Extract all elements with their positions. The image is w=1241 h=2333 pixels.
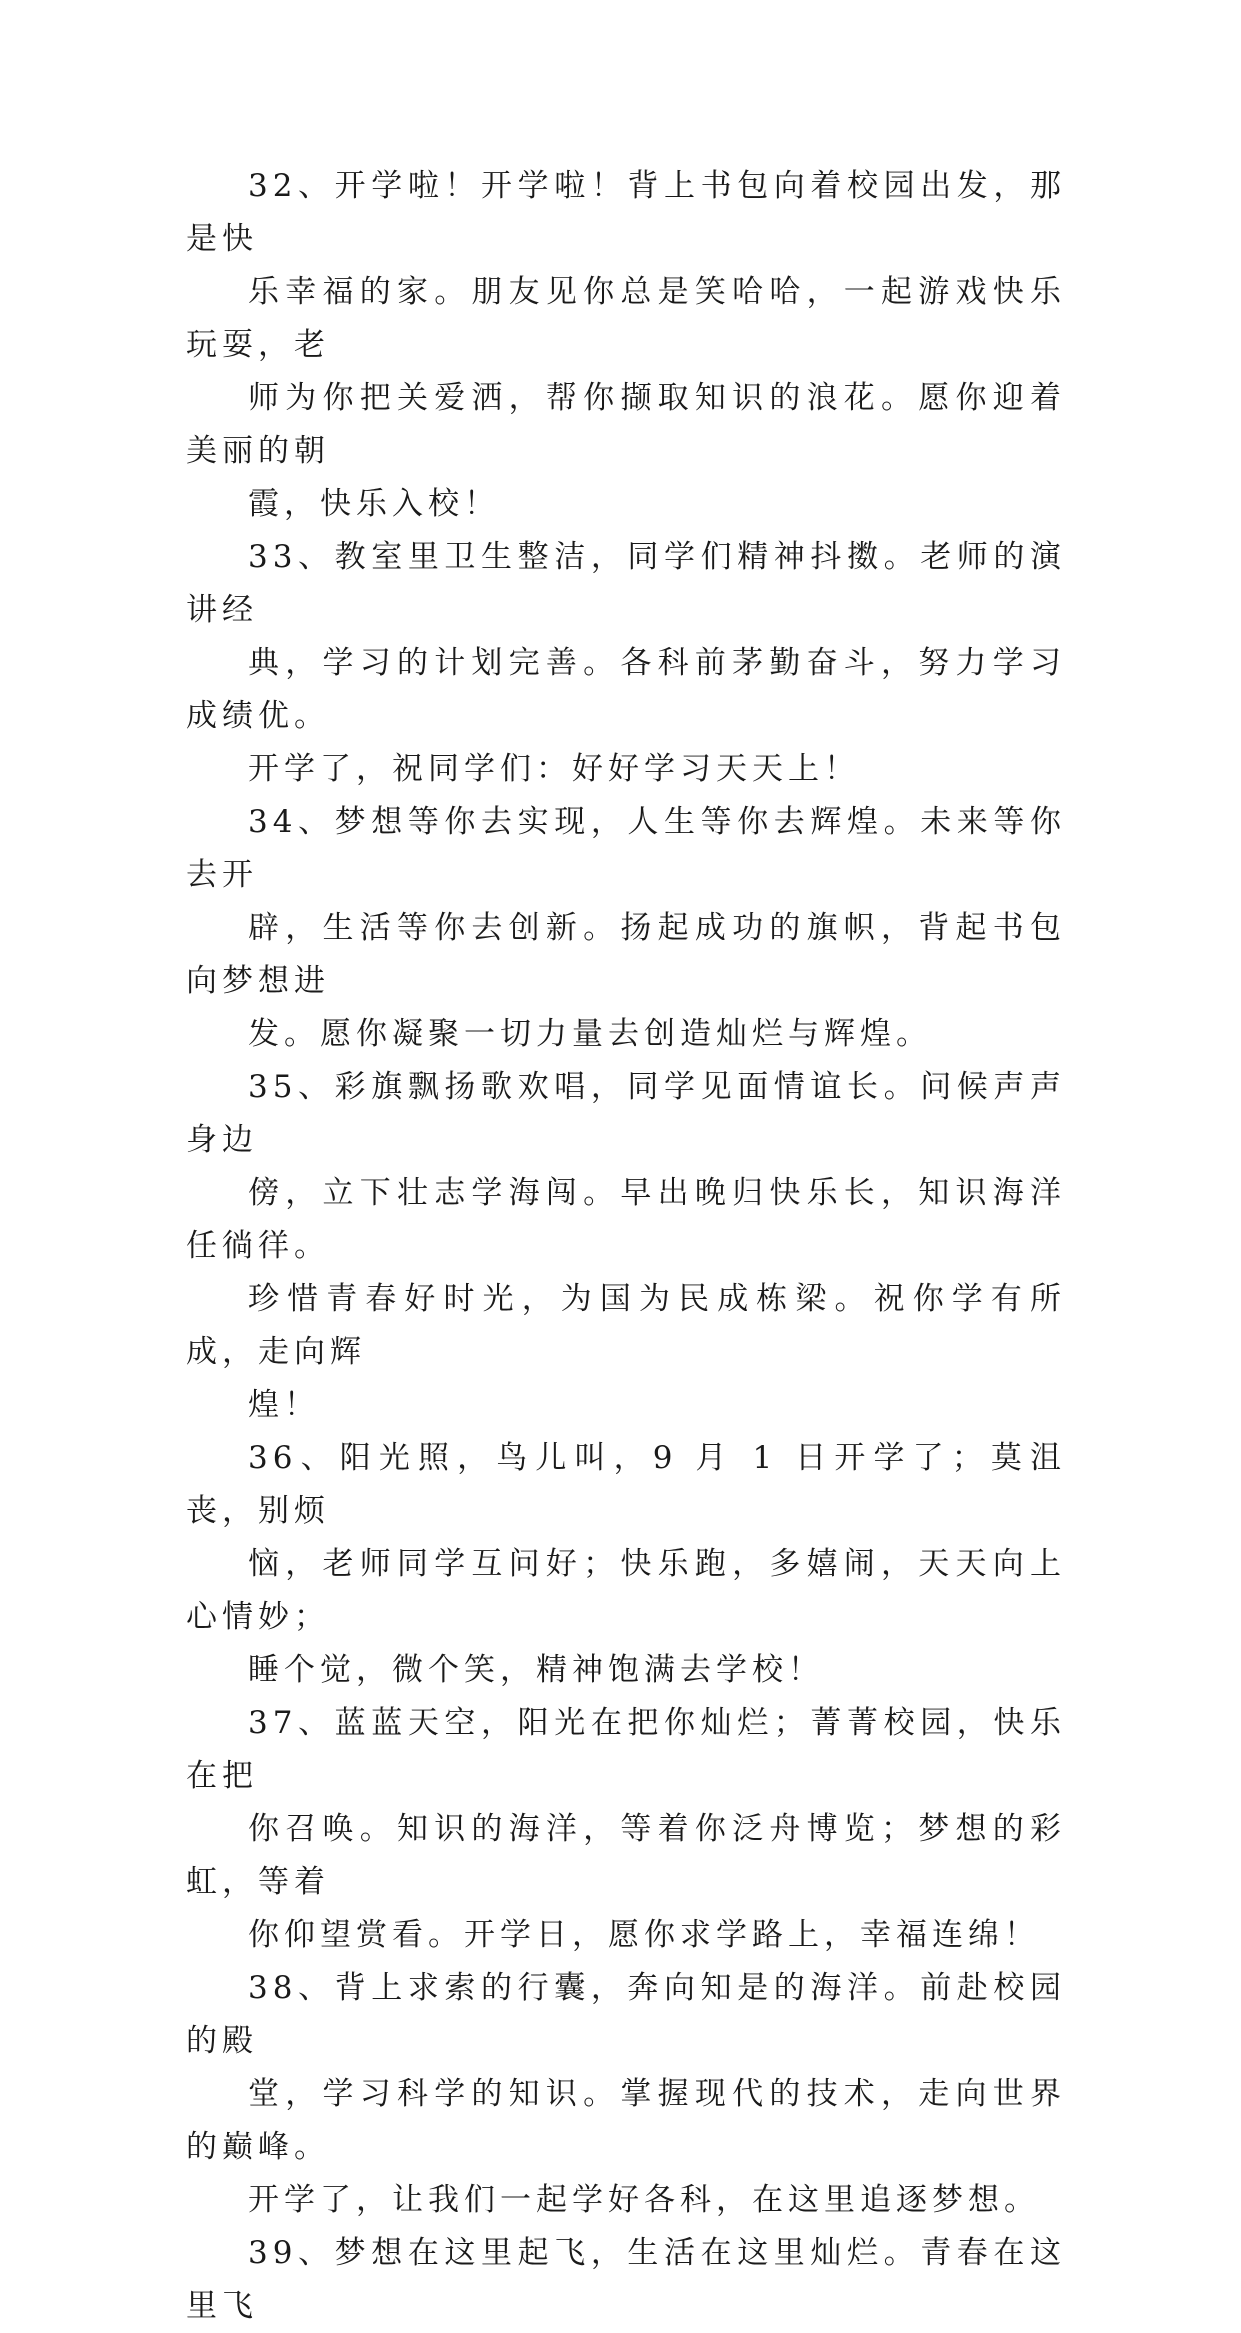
text-line: 39、梦想在这里起飞，生活在这里灿烂。青春在这里飞 bbox=[186, 2235, 1066, 2324]
paragraph-33 bbox=[186, 531, 1066, 796]
text-line: 开学了，让我们一起学好各科，在这里追逐梦想。 bbox=[248, 2182, 1040, 2218]
document-body bbox=[186, 160, 1066, 2333]
paragraph-37 bbox=[186, 1697, 1066, 1962]
paragraph-39 bbox=[186, 2227, 1066, 2333]
text-line: 你仰望赏看。开学日，愿你求学路上，幸福连绵！ bbox=[248, 1917, 1040, 1953]
text-line: 32、开学啦！开学啦！背上书包向着校园出发，那是快 bbox=[186, 168, 1066, 257]
paragraph-36 bbox=[186, 1432, 1066, 1697]
text-line: 36、阳光照，鸟儿叫，9 月 1 日开学了；莫沮丧，别烦 bbox=[186, 1440, 1066, 1529]
text-line: 35、彩旗飘扬歌欢唱，同学见面情谊长。问候声声身边 bbox=[186, 1069, 1066, 1158]
text-line: 辟，生活等你去创新。扬起成功的旗帜，背起书包向梦想进 bbox=[186, 910, 1066, 999]
text-line: 睡个觉，微个笑，精神饱满去学校！ bbox=[248, 1652, 824, 1688]
text-line: 开学了，祝同学们：好好学习天天上！ bbox=[248, 751, 860, 787]
text-line: 霞，快乐入校！ bbox=[248, 486, 500, 522]
text-line: 你召唤。知识的海洋，等着你泛舟博览；梦想的彩虹，等着 bbox=[186, 1811, 1066, 1900]
text-line: 发。愿你凝聚一切力量去创造灿烂与辉煌。 bbox=[248, 1016, 932, 1052]
text-line: 34、梦想等你去实现，人生等你去辉煌。未来等你去开 bbox=[186, 804, 1066, 893]
paragraph-35 bbox=[186, 1061, 1066, 1432]
text-line: 恼，老师同学互问好；快乐跑，多嬉闹，天天向上心情妙； bbox=[186, 1546, 1066, 1635]
text-line: 37、蓝蓝天空，阳光在把你灿烂；菁菁校园，快乐在把 bbox=[186, 1705, 1066, 1794]
text-line: 师为你把关爱洒，帮你撷取知识的浪花。愿你迎着美丽的朝 bbox=[186, 380, 1066, 469]
text-line: 38、背上求索的行囊，奔向知是的海洋。前赴校园的殿 bbox=[186, 1970, 1066, 2059]
text-line: 堂，学习科学的知识。掌握现代的技术，走向世界的巅峰。 bbox=[186, 2076, 1066, 2165]
text-line: 33、教室里卫生整洁，同学们精神抖擞。老师的演讲经 bbox=[186, 539, 1066, 628]
paragraph-32 bbox=[186, 160, 1066, 531]
paragraph-38 bbox=[186, 1962, 1066, 2227]
text-line: 典，学习的计划完善。各科前茅勤奋斗，努力学习成绩优。 bbox=[186, 645, 1066, 734]
text-line: 傍，立下壮志学海闯。早出晚归快乐长，知识海洋任徜徉。 bbox=[186, 1175, 1066, 1264]
text-line: 煌！ bbox=[248, 1387, 320, 1423]
text-line: 乐幸福的家。朋友见你总是笑哈哈，一起游戏快乐玩耍，老 bbox=[186, 274, 1066, 363]
text-line: 珍惜青春好时光，为国为民成栋梁。祝你学有所成，走向辉 bbox=[186, 1281, 1066, 1370]
paragraph-34 bbox=[186, 796, 1066, 1061]
